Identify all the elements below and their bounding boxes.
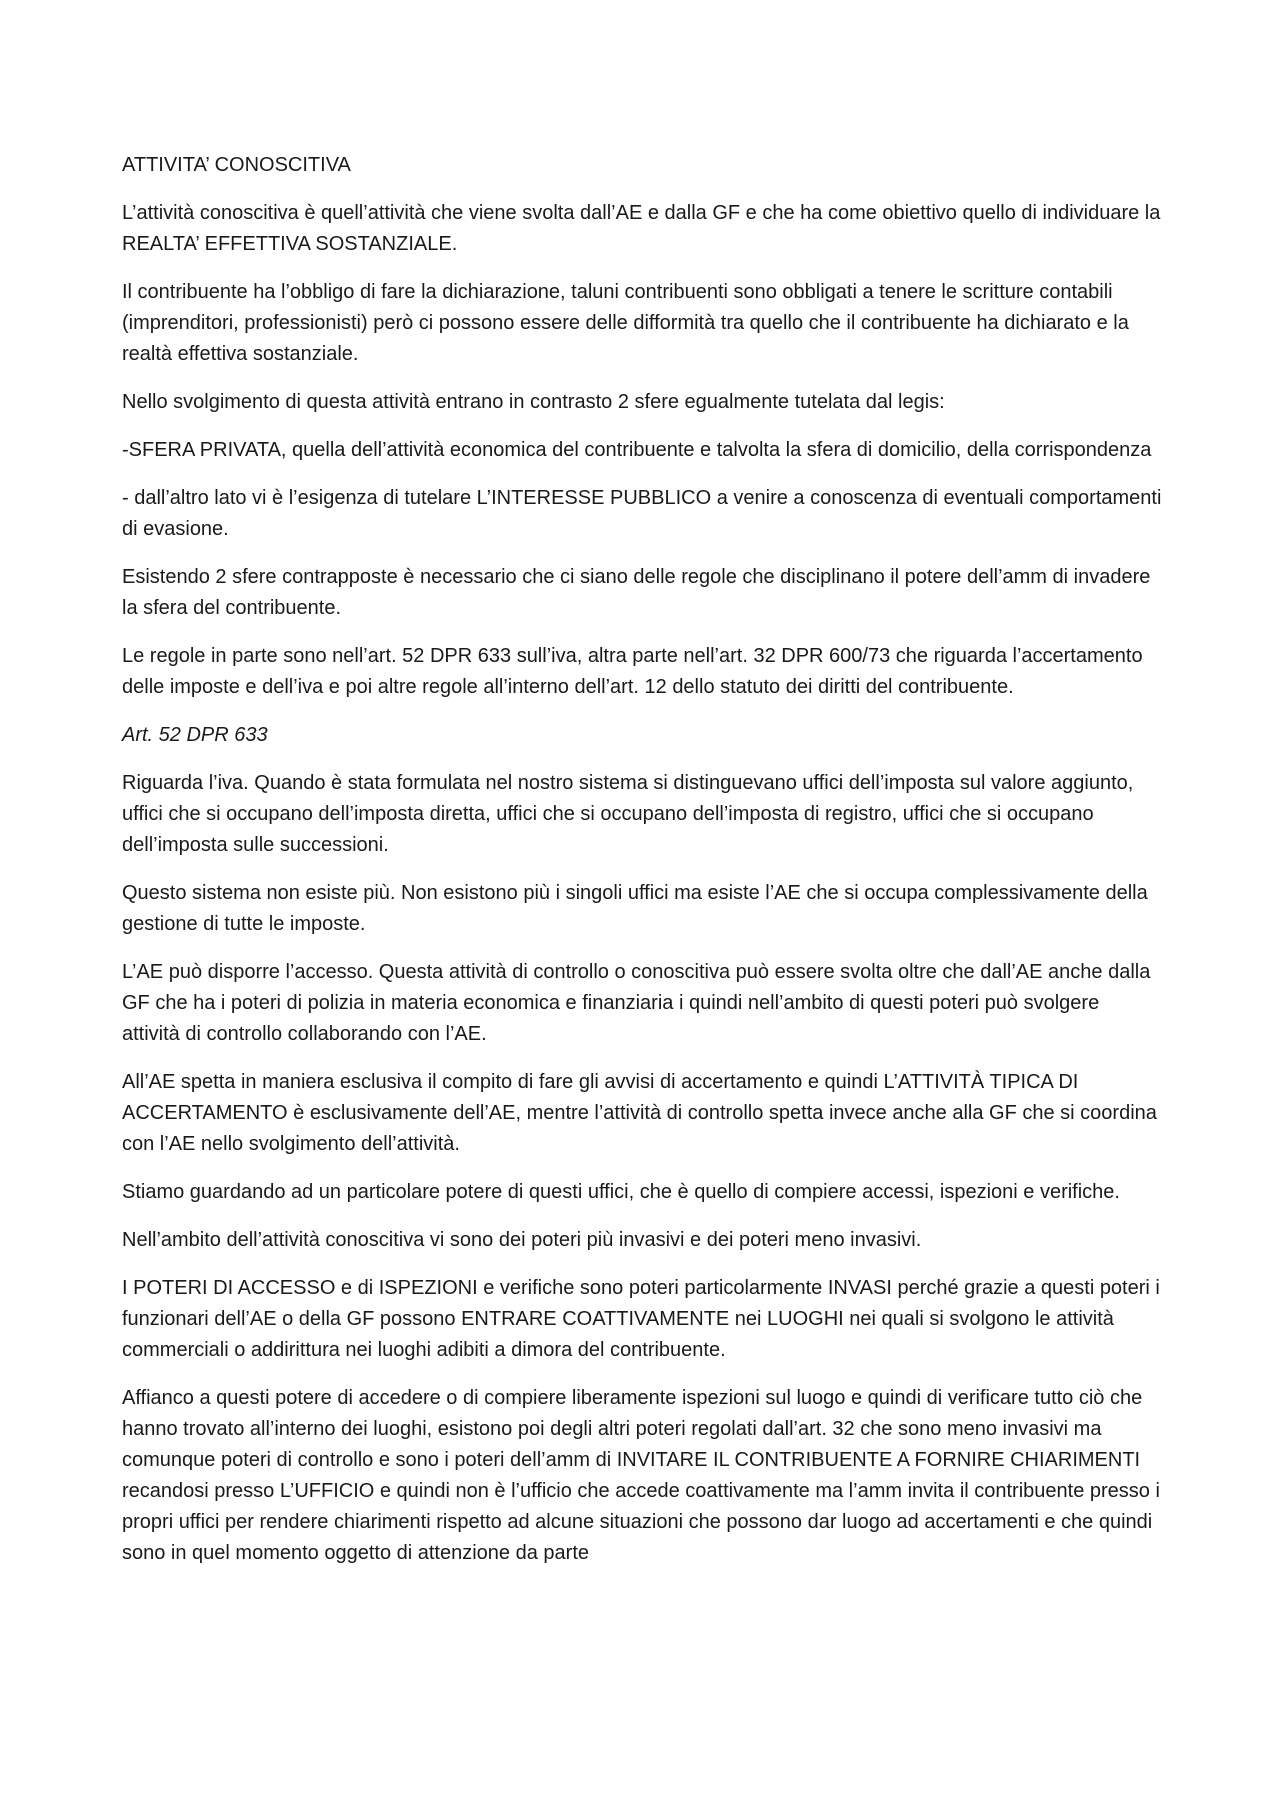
paragraph-exclusive-assessment: All’AE spetta in maniera esclusiva il compito di fare gli avvisi di accertamento e quindi L’ATTIVITÀ TIPICA DI ACCERTAMENTO è esclusivamente dell’AE, mentre l’attività di controllo spetta invece anche alla GF che si coordina con l’AE nello svolgimento dell’attività. (122, 1071, 1157, 1155)
subheading-art-52: Art. 52 DPR 633 (122, 724, 268, 746)
paragraph-ae-unified: Questo sistema non esiste più. Non esistono più i singoli uffici ma esiste l’AE che si occupa complessivamente della gestione di tutte le imposte. (122, 882, 1148, 935)
paragraph-rules-need: Esistendo 2 sfere contrapposte è necessario che ci siano delle regole che disciplinano il potere dell’amm di invadere la sfera del contribuente. (122, 566, 1151, 619)
paragraph-other-powers: Affianco a questi potere di accedere o di compiere liberamente ispezioni sul luogo e quindi di verificare tutto ciò che hanno trovato all’interno dei luoghi, esistono poi degli altri poteri regolati dall’art. 32 che sono meno invasivi ma comunque poteri di controllo e sono i poteri dell’amm di INVITARE IL CONTRIBUENTE A FORNIRE CHIARIMENTI recandosi presso L’UFFICIO e quindi non è l’ufficio che accede coattivamente ma l’amm invita il contribuente presso i propri uffici per rendere chiarimenti rispetto ad alcune situazioni che possono dar luogo ad accertamenti e che quindi sono in quel momento oggetto di attenzione da parte (122, 1387, 1160, 1564)
paragraph-definition: L’attività conoscitiva è quell’attività che viene svolta dall’AE e dalla GF e che ha come obiettivo quello di individuare la REALTA’ EFFETTIVA SOSTANZIALE. (122, 202, 1161, 255)
paragraph-access-inspection: I POTERI DI ACCESSO e di ISPEZIONI e verifiche sono poteri particolarmente INVASI perché grazie a questi poteri i funzionari dell’AE o della GF possono ENTRARE COATTIVAMENTE nei LUOGHI nei quali si svolgono le attività commerciali o addirittura nei luoghi adibiti a dimora del contribuente. (122, 1277, 1160, 1361)
paragraph-public-interest: - dall’altro lato vi è l’esigenza di tutelare L’INTERESSE PUBBLICO a venire a conoscenza di eventuali comportamenti di evasione. (122, 487, 1162, 540)
paragraph-invasive-powers: Nell’ambito dell’attività conoscitiva vi sono dei poteri più invasivi e dei poteri meno invasivi. (122, 1229, 922, 1251)
paragraph-access: L’AE può disporre l’accesso. Questa attività di controllo o conoscitiva può essere svolta oltre che dall’AE anche dalla GF che ha i poteri di polizia in materia economica e finanziaria i quindi nell’ambito di questi poteri può svolgere attività di controllo collaborando con l’AE. (122, 961, 1151, 1045)
document-body (122, 150, 1162, 1586)
paragraph-rules-sources: Le regole in parte sono nell’art. 52 DPR 633 sull’iva, altra parte nell’art. 32 DPR 600/73 che riguarda l’accertamento delle imposte e dell’iva e poi altre regole all’interno dell’art. 12 dello statuto dei diritti del contribuente. (122, 645, 1143, 698)
section-heading: ATTIVITA’ CONOSCITIVA (122, 154, 351, 176)
paragraph-iva-history: Riguarda l’iva. Quando è stata formulata nel nostro sistema si distinguevano uffici dell’imposta sul valore aggiunto, uffici che si occupano dell’imposta diretta, uffici che si occupano dell’imposta di registro, uffici che si occupano dell’imposta sulle successioni. (122, 772, 1134, 856)
paragraph-obligations: Il contribuente ha l’obbligo di fare la dichiarazione, taluni contribuenti sono obbligati a tenere le scritture contabili (imprenditori, professionisti) però ci possono essere delle difformità tra quello che il contribuente ha dichiarato e la realtà effettiva sostanziale. (122, 281, 1129, 365)
paragraph-particular-power: Stiamo guardando ad un particolare potere di questi uffici, che è quello di compiere accessi, ispezioni e verifiche. (122, 1181, 1120, 1203)
paragraph-spheres-intro: Nello svolgimento di questa attività entrano in contrasto 2 sfere egualmente tutelata dal legis: (122, 391, 945, 413)
paragraph-private-sphere: -SFERA PRIVATA, quella dell’attività economica del contribuente e talvolta la sfera di domicilio, della corrispondenza (122, 439, 1152, 461)
